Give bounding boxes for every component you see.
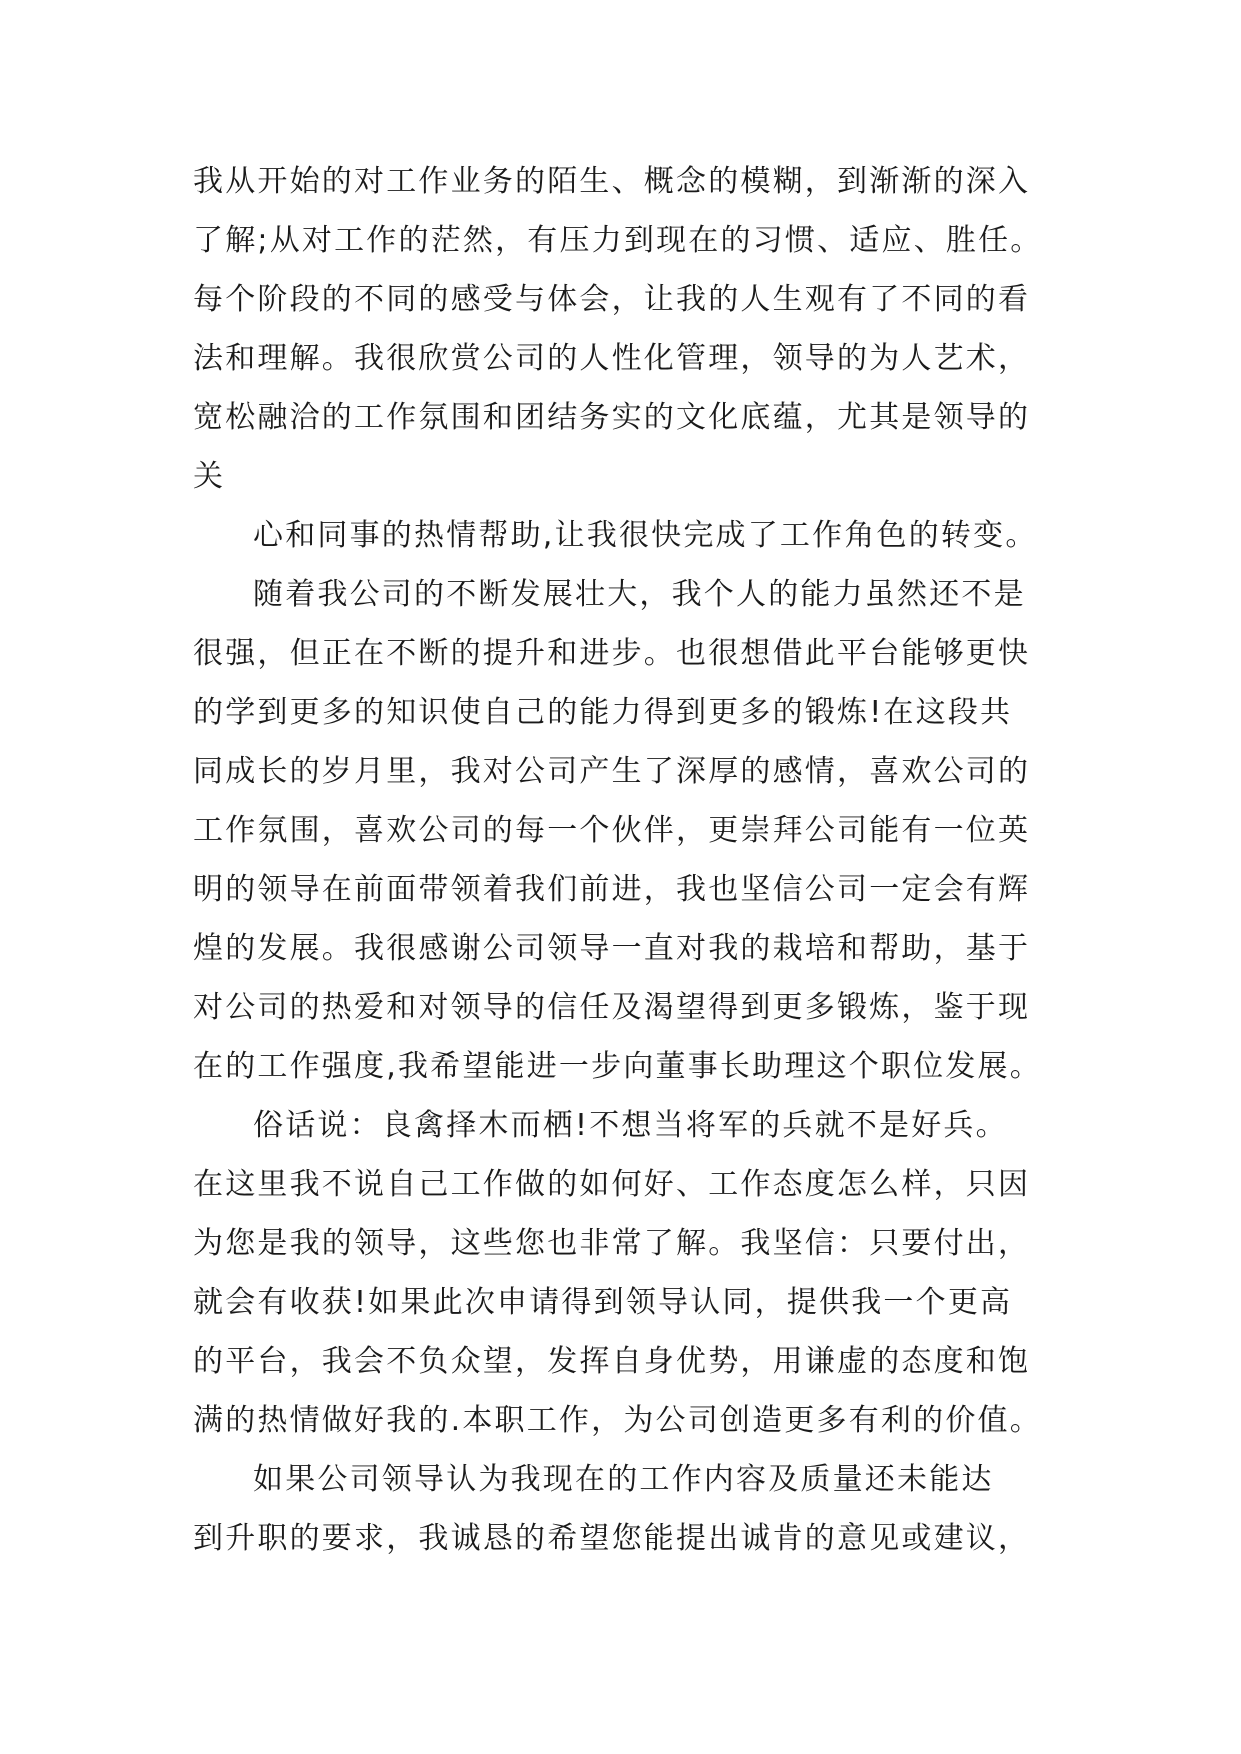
text-line: 很强，但正在不断的提升和进步。也很想借此平台能够更快 [193, 636, 1031, 671]
text-line: 每个阶段的不同的感受与体会，让我的人生观有了不同的看 [193, 282, 1031, 317]
text-line: 满的热情做好我的.本职工作，为公司创造更多有利的价值。 [193, 1403, 1042, 1438]
text-line: 到升职的要求，我诚恳的希望您能提出诚肯的意见或建议， [193, 1521, 1031, 1556]
text-line: 宽松融洽的工作氛围和团结务实的文化底蕴，尤其是领导的 [193, 400, 1031, 435]
text-line: 俗话说：良禽择木而栖!不想当将军的兵就不是好兵。 [253, 1108, 1008, 1143]
text-line: 法和理解。我很欣赏公司的人性化管理，领导的为人艺术， [193, 341, 1031, 376]
text-line: 为您是我的领导，这些您也非常了解。我坚信：只要付出， [193, 1226, 1031, 1261]
text-line: 如果公司领导认为我现在的工作内容及质量还未能达 [253, 1462, 994, 1497]
text-line: 随着我公司的不断发展壮大，我个人的能力虽然还不是 [253, 577, 1026, 612]
text-line: 的学到更多的知识使自己的能力得到更多的锻炼!在这段共 [193, 695, 1013, 730]
text-line: 工作氛围，喜欢公司的每一个伙伴，更崇拜公司能有一位英 [193, 813, 1031, 848]
text-line: 就会有收获!如果此次申请得到领导认同，提供我一个更高 [193, 1285, 1013, 1320]
text-line: 明的领导在前面带领着我们前进，我也坚信公司一定会有辉 [193, 872, 1031, 907]
text-line: 我从开始的对工作业务的陌生、概念的模糊，到渐渐的深入 [193, 164, 1031, 199]
body-text [193, 152, 1073, 1568]
text-line: 在的工作强度,我希望能进一步向董事长助理这个职位发展。 [193, 1049, 1042, 1084]
text-line: 心和同事的热情帮助,让我很快完成了工作角色的转变。 [253, 518, 1038, 553]
text-line: 了解;从对工作的茫然，有压力到现在的习惯、适应、胜任。 [193, 223, 1043, 258]
text-line: 在这里我不说自己工作做的如何好、工作态度怎么样，只因 [193, 1167, 1031, 1202]
text-line: 同成长的岁月里，我对公司产生了深厚的感情，喜欢公司的 [193, 754, 1031, 789]
text-line: 煌的发展。我很感谢公司领导一直对我的栽培和帮助，基于 [193, 931, 1031, 966]
text-line: 对公司的热爱和对领导的信任及渴望得到更多锻炼，鉴于现 [193, 990, 1031, 1025]
text-line: 的平台，我会不负众望，发挥自身优势，用谦虚的态度和饱 [193, 1344, 1031, 1379]
text-line: 关 [193, 459, 226, 494]
